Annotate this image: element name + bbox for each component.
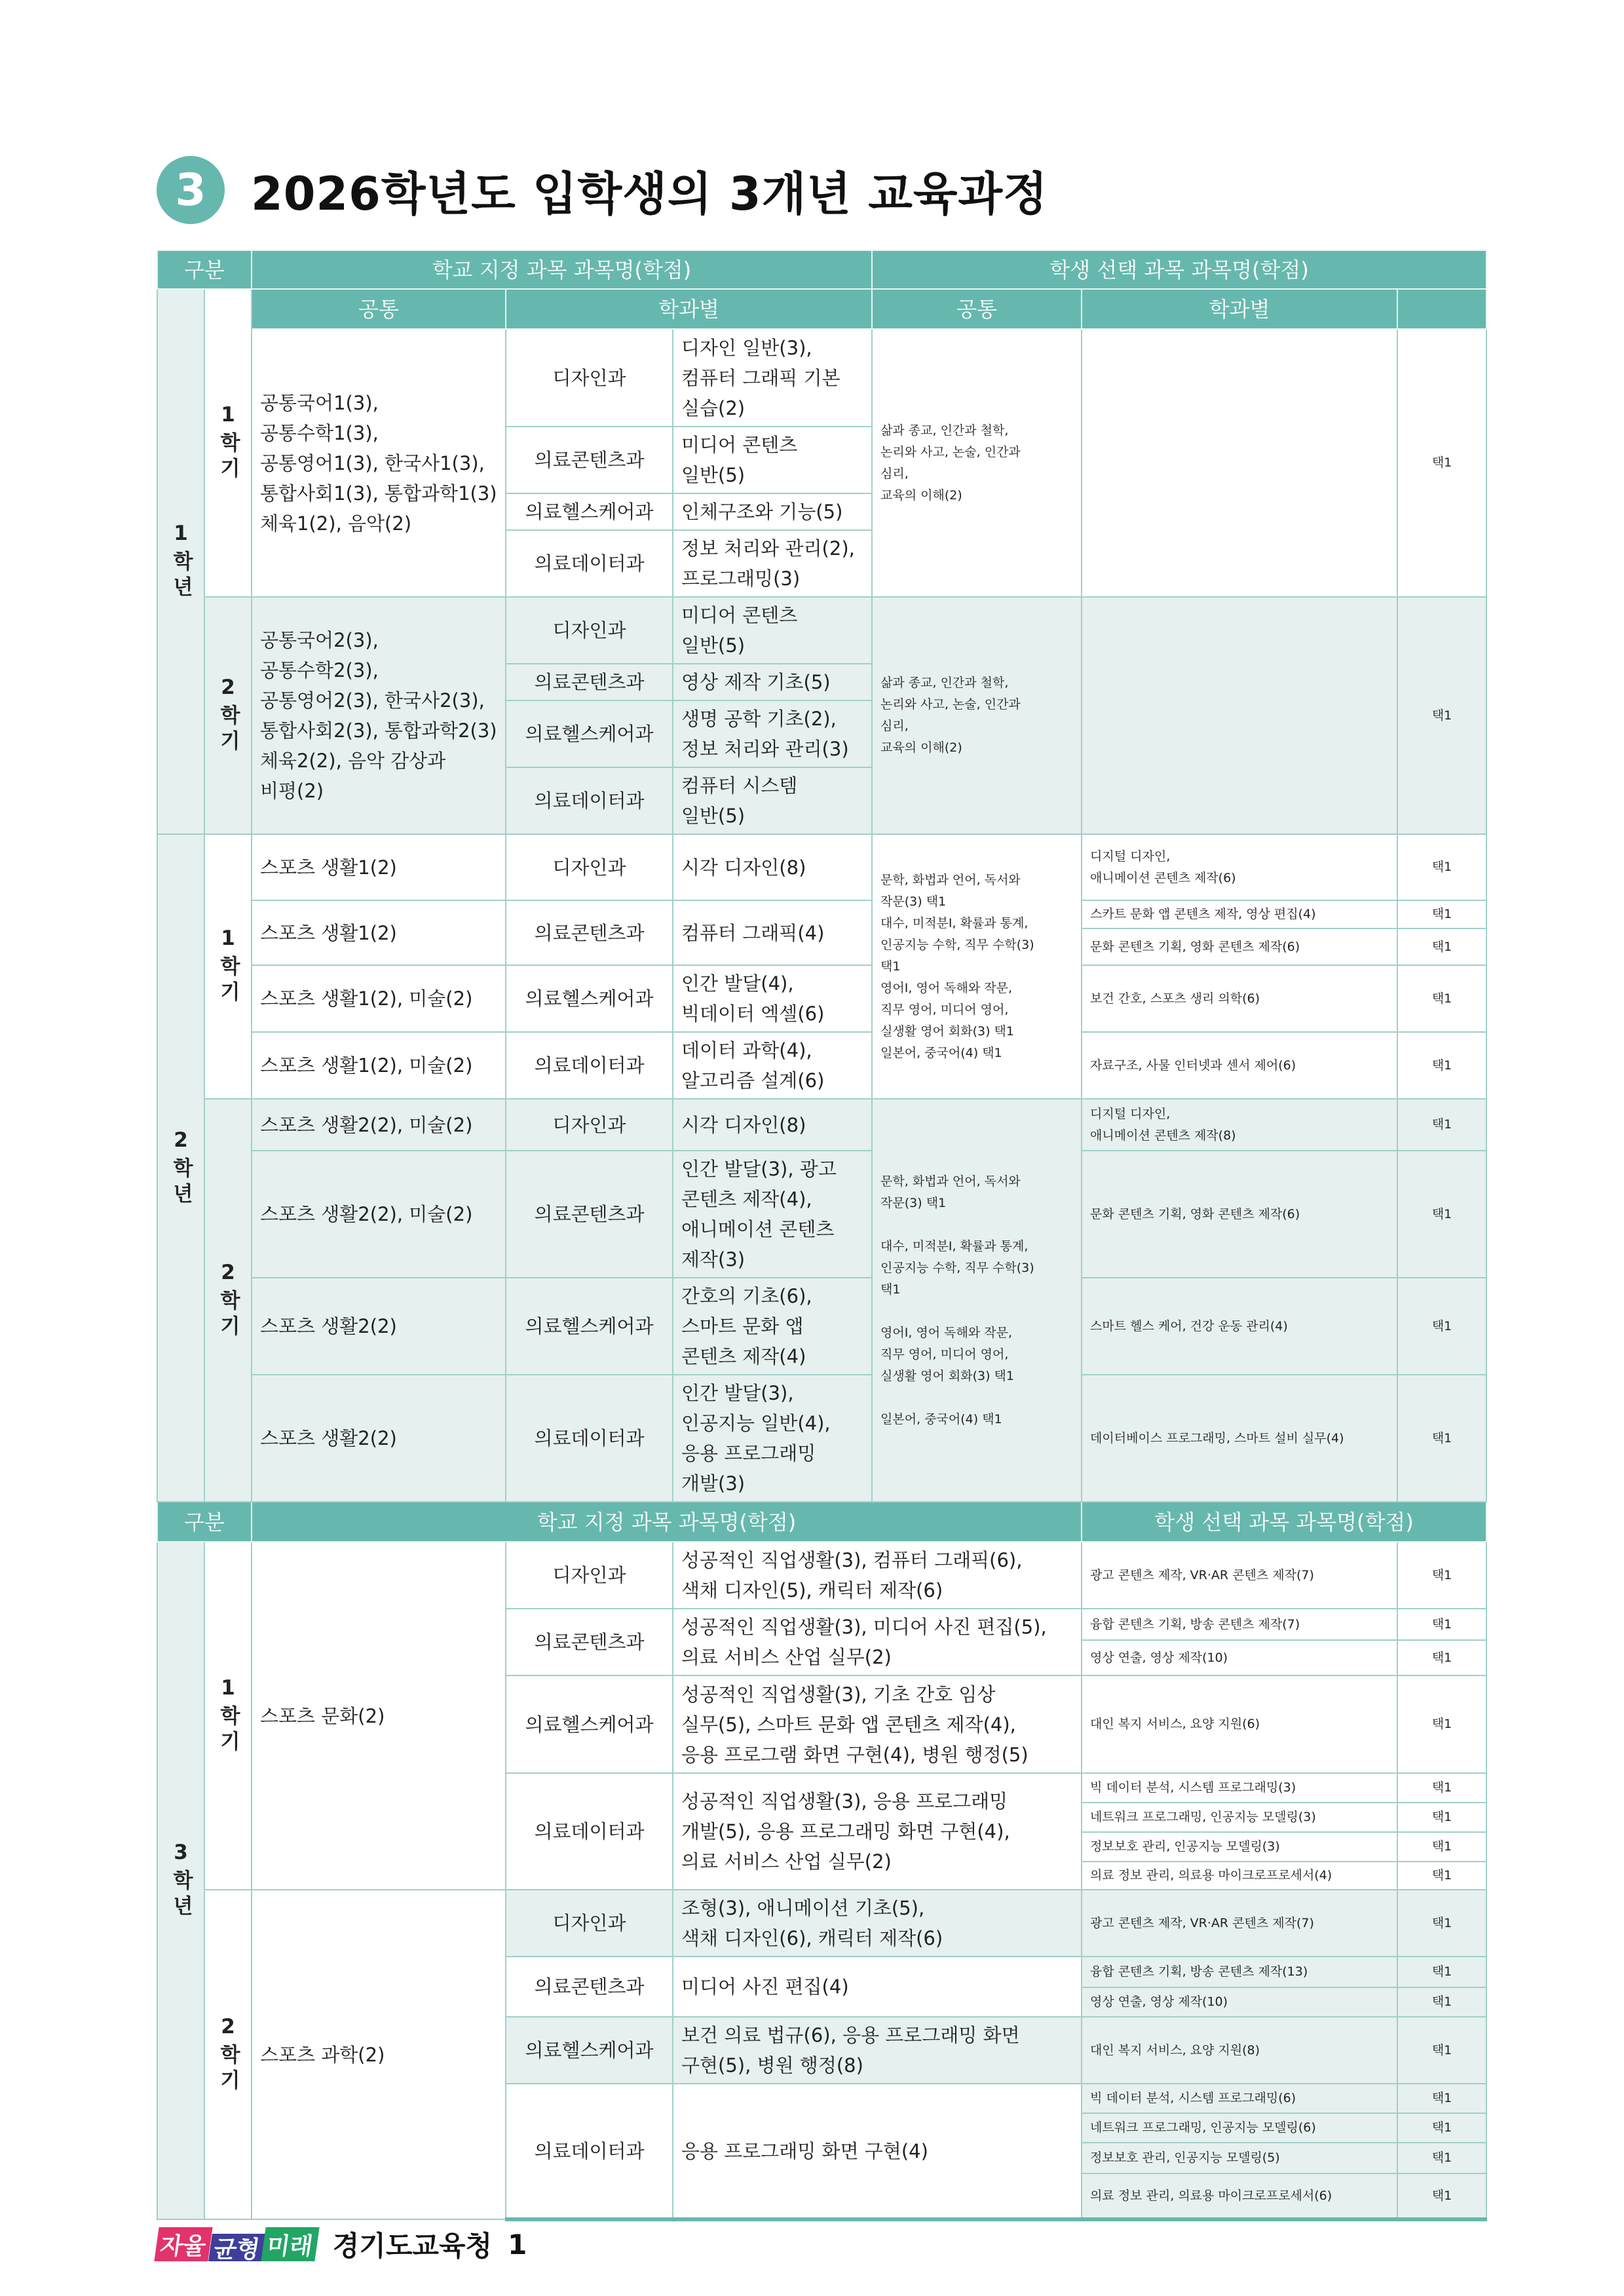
- table-row: [157, 1278, 1486, 1375]
- dept-name: 의료데이터과: [506, 1375, 673, 1502]
- dept-name: 의료헬스케어과: [506, 700, 673, 767]
- dept-subjects: 성공적인 직업생활(3), 기초 간호 임상 실무(5), 스마트 문화 앱 콘텐츠 제작(4), 응용 프로그램 화면 구현(4), 병원 행정(5): [673, 1675, 1082, 1773]
- header-student-elective: 학생 선택 과목 과목명(학점): [872, 250, 1486, 289]
- logo-word-autonomy: 자율: [154, 2227, 212, 2261]
- elective-dept: 영상 연출, 영상 제작(10): [1082, 1640, 1397, 1675]
- dept-name: 의료데이터과: [506, 2084, 673, 2219]
- footer: [157, 2225, 527, 2264]
- choose-count: 택1: [1397, 2173, 1486, 2219]
- elective-dept: 보건 간호, 스포츠 생리 의학(6): [1082, 965, 1397, 1032]
- table-row: [157, 597, 1486, 664]
- dept-subjects: 인간 발달(3), 인공지능 일반(4), 응용 프로그래밍 개발(3): [673, 1375, 872, 1502]
- table-row: [157, 900, 1486, 928]
- dept-subjects: 컴퓨터 그래픽(4): [673, 900, 872, 965]
- elective-dept: 융합 콘텐츠 기획, 방송 콘텐츠 제작(13): [1082, 1957, 1397, 1987]
- page-number: 1: [508, 2228, 527, 2261]
- dept-name: 의료데이터과: [506, 1773, 673, 1890]
- section-heading: [157, 156, 1048, 224]
- table-row: [157, 1099, 1486, 1151]
- choose-count: 택1: [1397, 928, 1486, 965]
- dept-subjects: 미디어 콘텐츠 일반(5): [673, 427, 872, 493]
- choose-count: 택1: [1397, 834, 1486, 900]
- dept-subjects: 미디어 사진 편집(4): [673, 1957, 1082, 2017]
- semester-label: 2학기: [204, 597, 252, 834]
- header-row: [157, 250, 1486, 289]
- header-dept: 학과별: [506, 289, 872, 329]
- elective-dept: 의료 정보 관리, 의료용 마이크로프로세서(4): [1082, 1862, 1397, 1890]
- dept-name: 의료콘텐츠과: [506, 1151, 673, 1278]
- table-row: [157, 834, 1486, 900]
- dept-name: 의료헬스케어과: [506, 1675, 673, 1773]
- dept-name: 의료콘텐츠과: [506, 664, 673, 700]
- table-row: [157, 965, 1486, 1032]
- header-blank: [1397, 289, 1486, 329]
- choose-count: 택1: [1397, 2143, 1486, 2173]
- semester-label: 1학기: [204, 289, 252, 597]
- common-subjects: 공통국어2(3), 공통수학2(3), 공통영어2(3), 한국사2(3), 통합사회2(3), 통합과학2(3) 체육2(2), 음악 감상과 비평(2): [252, 597, 506, 834]
- dept-name: 디자인과: [506, 597, 673, 664]
- dept-subjects: 성공적인 직업생활(3), 미디어 사진 편집(5), 의료 서비스 산업 실무(2): [673, 1609, 1082, 1675]
- elective-dept: 대인 복지 서비스, 요양 지원(8): [1082, 2017, 1397, 2084]
- dept-name: 의료콘텐츠과: [506, 1609, 673, 1675]
- elective-dept: 대인 복지 서비스, 요양 지원(6): [1082, 1675, 1397, 1773]
- dept-subjects: 인체구조와 기능(5): [673, 493, 872, 530]
- common-subjects: 스포츠 생활1(2): [252, 900, 506, 965]
- semester-label: 1학기: [204, 1542, 252, 1890]
- elective-dept: 네트워크 프로그래밍, 인공지능 모델링(3): [1082, 1803, 1397, 1832]
- common-subjects: 스포츠 생활1(2): [252, 834, 506, 900]
- elective-dept: 정보보호 관리, 인공지능 모델링(3): [1082, 1832, 1397, 1862]
- dept-name: 디자인과: [506, 329, 673, 427]
- elective-dept: 빅 데이터 분석, 시스템 프로그래밍(3): [1082, 1773, 1397, 1803]
- header-school-designated: 학교 지정 과목 과목명(학점): [252, 250, 872, 289]
- dept-subjects: 인간 발달(4), 빅데이터 엑셀(6): [673, 965, 872, 1032]
- common-subjects: 스포츠 생활2(2): [252, 1278, 506, 1375]
- organization-name: 경기도교육청: [332, 2230, 493, 2262]
- year-label: 2학년: [157, 834, 204, 1502]
- dept-name: 의료데이터과: [506, 1032, 673, 1099]
- elective-common: 삶과 종교, 인간과 철학, 논리와 사고, 논술, 인간과 심리, 교육의 이해(2): [872, 597, 1082, 834]
- table-row: [157, 1151, 1486, 1278]
- choose-count: 택1: [1397, 1957, 1486, 1987]
- elective-dept: 의료 정보 관리, 의료용 마이크로프로세서(6): [1082, 2173, 1397, 2219]
- dept-subjects: 성공적인 직업생활(3), 컴퓨터 그래픽(6), 색채 디자인(5), 캐릭터 제작(6): [673, 1542, 1082, 1609]
- choose-count: 택1: [1397, 1832, 1486, 1862]
- dept-subjects: 데이터 과학(4), 알고리즘 설계(6): [673, 1032, 872, 1099]
- choose-count: 택1: [1397, 1278, 1486, 1375]
- elective-dept: 광고 콘텐츠 제작, VR·AR 콘텐츠 제작(7): [1082, 1890, 1397, 1957]
- header-gubun: 구분: [157, 1502, 252, 1542]
- common-subjects: 공통국어1(3), 공통수학1(3), 공통영어1(3), 한국사1(3), 통합사회1(3), 통합과학1(3) 체육1(2), 음악(2): [252, 329, 506, 597]
- choose-count: 택1: [1397, 1773, 1486, 1803]
- choose-count: 택1: [1397, 1542, 1486, 1609]
- header-elective-common: 공통: [872, 289, 1082, 329]
- dept-name: 의료콘텐츠과: [506, 1957, 673, 2017]
- dept-name: 디자인과: [506, 1890, 673, 1957]
- elective-dept: 빅 데이터 분석, 시스템 프로그래밍(6): [1082, 2084, 1397, 2113]
- page-title: 2026학년도 입학생의 3개년 교육과정: [251, 166, 1048, 221]
- elective-dept: 융합 콘텐츠 기획, 방송 콘텐츠 제작(7): [1082, 1609, 1397, 1640]
- section-number-badge: 3: [157, 156, 225, 224]
- dept-subjects: 응용 프로그래밍 화면 구현(4): [673, 2084, 1082, 2219]
- choose-count: 택1: [1397, 965, 1486, 1032]
- choose-count: 택1: [1397, 1151, 1486, 1278]
- dept-subjects: 컴퓨터 시스템 일반(5): [673, 767, 872, 834]
- semester-label: 1학기: [204, 834, 252, 1099]
- dept-subjects: 성공적인 직업생활(3), 응용 프로그래밍 개발(5), 응용 프로그래밍 화면 구현(4), 의료 서비스 산업 실무(2): [673, 1773, 1082, 1890]
- slogan-logo: [157, 2227, 317, 2261]
- dept-subjects: 영상 제작 기초(5): [673, 664, 872, 700]
- dept-name: 의료데이터과: [506, 767, 673, 834]
- header-gubun: 구분: [157, 250, 252, 289]
- elective-dept: 스카트 문화 앱 콘텐츠 제작, 영상 편집(4): [1082, 900, 1397, 928]
- dept-name: 의료헬스케어과: [506, 493, 673, 530]
- dept-subjects: 생명 공학 기초(2), 정보 처리와 관리(3): [673, 700, 872, 767]
- header-school-designated: 학교 지정 과목 과목명(학점): [252, 1502, 1082, 1542]
- choose-count: 택1: [1397, 1675, 1486, 1773]
- dept-subjects: 인간 발달(3), 광고 콘텐츠 제작(4), 애니메이션 콘텐츠 제작(3): [673, 1151, 872, 1278]
- dept-subjects: 간호의 기초(6), 스마트 문화 앱 콘텐츠 제작(4): [673, 1278, 872, 1375]
- elective-dept: 네트워크 프로그래밍, 인공지능 모델링(6): [1082, 2113, 1397, 2143]
- header-elective-dept: 학과별: [1082, 289, 1397, 329]
- table-row: [157, 1890, 1486, 1957]
- logo-word-balance: 균형: [208, 2234, 265, 2261]
- elective-dept: 영상 연출, 영상 제작(10): [1082, 1987, 1397, 2017]
- year-label: 1학년: [157, 289, 204, 834]
- elective-dept: [1082, 329, 1397, 597]
- elective-dept: 디지털 디자인, 애니메이션 콘텐츠 제작(8): [1082, 1099, 1397, 1151]
- elective-common: 문학, 화법과 언어, 독서와 작문(3) 택1 대수, 미적분Ⅰ, 확률과 통계, 인공지능 수학, 직무 수학(3) 택1 영어Ⅰ, 영어 독해와 작문, 직무 영어, 미디어 영어, 실생활 영어 회화(3) 택1 일본어, 중국어(4) 택1: [872, 834, 1082, 1099]
- table-row: [157, 1032, 1486, 1099]
- dept-subjects: 디자인 일반(3), 컴퓨터 그래픽 기본 실습(2): [673, 329, 872, 427]
- common-subjects: 스포츠 생활1(2), 미술(2): [252, 1032, 506, 1099]
- common-subjects: 스포츠 생활2(2), 미술(2): [252, 1151, 506, 1278]
- choose-count: 택1: [1397, 1099, 1486, 1151]
- elective-dept: 정보보호 관리, 인공지능 모델링(5): [1082, 2143, 1397, 2173]
- elective-dept: [1082, 597, 1397, 834]
- choose-count: 택1: [1397, 2084, 1486, 2113]
- semester-label: 2학기: [204, 1890, 252, 2219]
- choose-count: 택1: [1397, 1032, 1486, 1099]
- dept-subjects: 시각 디자인(8): [673, 834, 872, 900]
- dept-subjects: 시각 디자인(8): [673, 1099, 872, 1151]
- dept-name: 디자인과: [506, 1542, 673, 1609]
- logo-word-future: 미래: [261, 2227, 319, 2261]
- dept-name: 디자인과: [506, 834, 673, 900]
- elective-dept: 스마트 헬스 케어, 건강 운동 관리(4): [1082, 1278, 1397, 1375]
- common-subjects: 스포츠 문화(2): [252, 1542, 506, 1890]
- elective-dept: 자료구조, 사물 인터넷과 센서 제어(6): [1082, 1032, 1397, 1099]
- dept-name: 의료데이터과: [506, 530, 673, 597]
- table-row: [157, 329, 1486, 427]
- dept-name: 의료헬스케어과: [506, 1278, 673, 1375]
- header-row: [157, 1502, 1486, 1542]
- dept-name: 디자인과: [506, 1099, 673, 1151]
- common-subjects: 스포츠 생활2(2): [252, 1375, 506, 1502]
- dept-subjects: 미디어 콘텐츠 일반(5): [673, 597, 872, 664]
- semester-label: 2학기: [204, 1099, 252, 1502]
- choose-count: 택1: [1397, 1890, 1486, 1957]
- elective-dept: 문화 콘텐츠 기획, 영화 콘텐츠 제작(6): [1082, 928, 1397, 965]
- common-subjects: 스포츠 과학(2): [252, 1890, 506, 2219]
- elective-common: 문학, 화법과 언어, 독서와 작문(3) 택1 대수, 미적분Ⅰ, 확률과 통계, 인공지능 수학, 직무 수학(3) 택1 영어Ⅰ, 영어 독해와 작문, 직무 영어, 미디어 영어, 실생활 영어 회화(3) 택1 일본어, 중국어(4) 택1: [872, 1099, 1082, 1502]
- dept-name: 의료콘텐츠과: [506, 900, 673, 965]
- elective-dept: 광고 콘텐츠 제작, VR·AR 콘텐츠 제작(7): [1082, 1542, 1397, 1609]
- choose-count: 택1: [1397, 597, 1486, 834]
- table-row: [157, 1542, 1486, 1609]
- dept-subjects: 보건 의료 법규(6), 응용 프로그래밍 화면 구현(5), 병원 행정(8): [673, 2017, 1082, 2084]
- choose-count: 택1: [1397, 2113, 1486, 2143]
- elective-dept: 데이터베이스 프로그래밍, 스마트 설비 실무(4): [1082, 1375, 1397, 1502]
- elective-common: 삶과 종교, 인간과 철학, 논리와 사고, 논술, 인간과 심리, 교육의 이해(2): [872, 329, 1082, 597]
- curriculum-table: [157, 250, 1487, 2221]
- dept-name: 의료헬스케어과: [506, 965, 673, 1032]
- common-subjects: 스포츠 생활1(2), 미술(2): [252, 965, 506, 1032]
- dept-subjects: 정보 처리와 관리(2), 프로그래밍(3): [673, 530, 872, 597]
- choose-count: 택1: [1397, 900, 1486, 928]
- subheader-row: [157, 289, 1486, 329]
- choose-count: 택1: [1397, 1803, 1486, 1832]
- choose-count: 택1: [1397, 1609, 1486, 1640]
- choose-count: 택1: [1397, 1862, 1486, 1890]
- choose-count: 택1: [1397, 1987, 1486, 2017]
- choose-count: 택1: [1397, 329, 1486, 597]
- common-subjects: 스포츠 생활2(2), 미술(2): [252, 1099, 506, 1151]
- elective-dept: 문화 콘텐츠 기획, 영화 콘텐츠 제작(6): [1082, 1151, 1397, 1278]
- header-common: 공통: [252, 289, 506, 329]
- dept-name: 의료콘텐츠과: [506, 427, 673, 493]
- choose-count: 택1: [1397, 1375, 1486, 1502]
- choose-count: 택1: [1397, 1640, 1486, 1675]
- choose-count: 택1: [1397, 2017, 1486, 2084]
- dept-subjects: 조형(3), 애니메이션 기초(5), 색채 디자인(6), 캐릭터 제작(6): [673, 1890, 1082, 1957]
- table-row: [157, 1375, 1486, 1502]
- year-label: 3학년: [157, 1542, 204, 2219]
- elective-dept: 디지털 디자인, 애니메이션 콘텐츠 제작(6): [1082, 834, 1397, 900]
- dept-name: 의료헬스케어과: [506, 2017, 673, 2084]
- header-student-elective: 학생 선택 과목 과목명(학점): [1082, 1502, 1486, 1542]
